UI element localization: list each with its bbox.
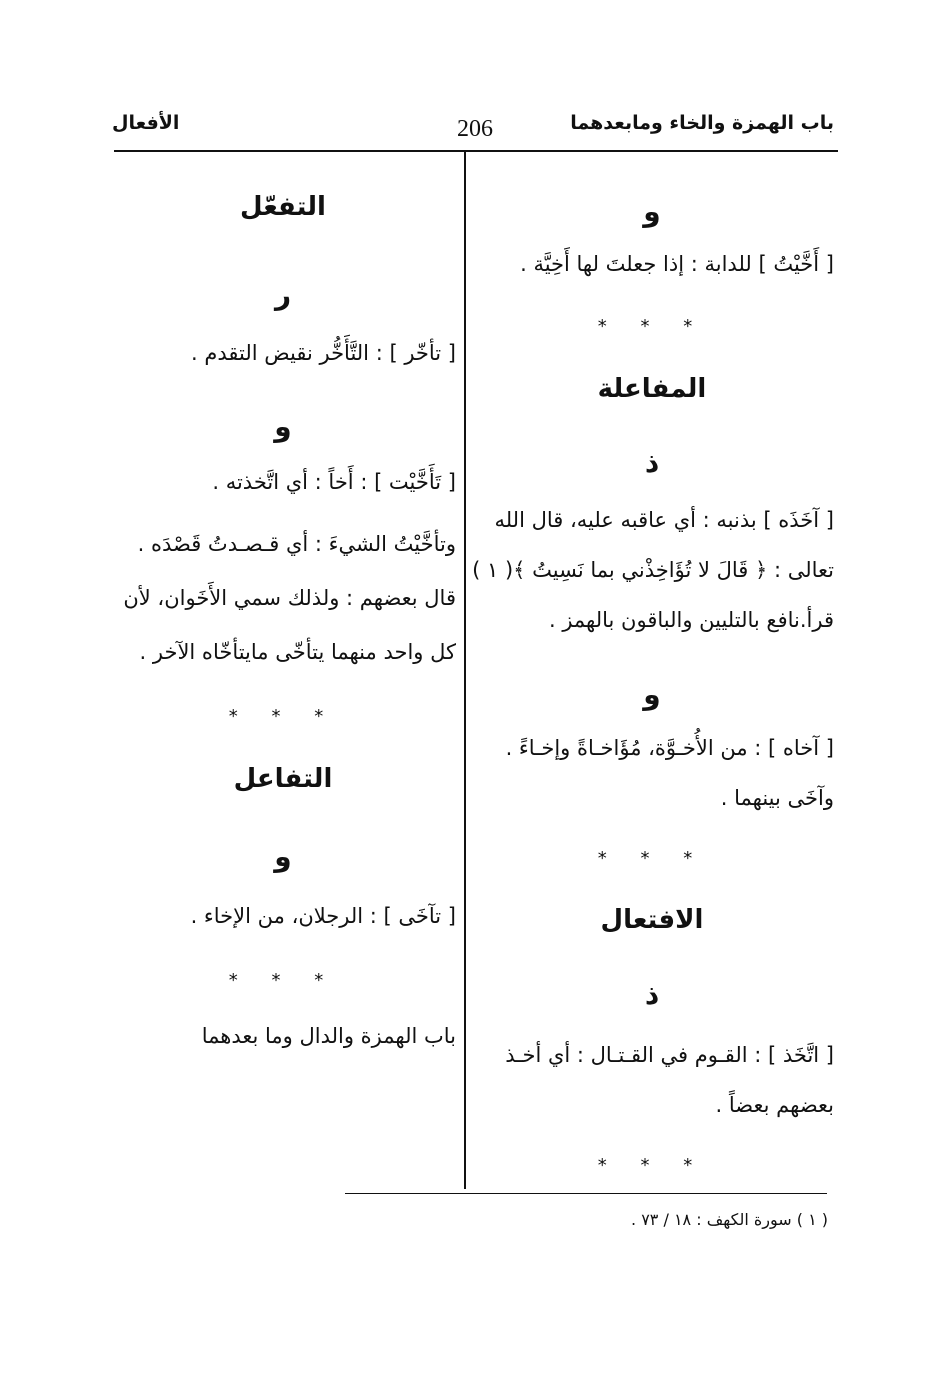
text-line: قرأ.نافع بالتليين والباقون بالهمز . [548,608,834,632]
text-line: [ تأخّر ] : التَّأَخُّر نقيض التقدم . [191,341,456,365]
text-line: وآخَى بينهما . [720,786,834,810]
section-heading: المفاعلة [597,374,707,404]
text-line: [ تآخَى ] : الرجلان، من الإخاء . [190,904,456,928]
separator-stars: * * * [228,706,338,727]
text-line: وتأخَّيْتُ الشيءَ : أي قـصـدتُ قَصْدَه . [137,532,456,556]
next-chapter-title: باب الهمزة والدال وما بعدهما [201,1024,456,1048]
running-header-left: الأفعال [112,112,180,134]
footnote-rule [345,1193,827,1194]
text-line: [ تَأَخَّيْت ] : أَخاً : أي اتَّخذته . [212,470,456,494]
footnote: ( ١ ) سورة الكهف : ١٨ / ٧٣ . [631,1210,828,1229]
text-line: قال بعضهم : ولذلك سمي الأَخَوان، لأن [123,586,456,610]
section-letter: و [643,678,661,711]
text-line: بعضهم بعضاً . [715,1093,834,1117]
section-letter: و [643,195,661,228]
text-line: [ آخاه ] : من الأُخـوَّة، مُؤَاخـاةً وإخـاءً . [505,736,834,760]
section-letter: و [274,410,292,443]
separator-stars: * * * [228,970,338,991]
text-line: [ اتَّخَذ ] : القـوم في القـتـال : أي أخـذ [505,1043,834,1067]
section-heading: التفاعل [233,764,333,794]
section-letter: ذ [644,446,660,479]
separator-stars: * * * [597,316,707,337]
text-line: كل واحد منهما يتأخّى مايتأخّاه الآخر . [139,640,456,664]
separator-stars: * * * [597,1155,707,1176]
section-heading: الافتعال [600,905,704,935]
section-letter: ر [274,278,292,311]
section-heading: التفعّل [240,192,326,222]
header-rule [114,150,838,152]
column-divider [464,152,466,1189]
running-header-right: باب الهمزة والخاء ومابعدهما [570,112,834,134]
text-line: [ آخَذَه ] بذنبه : أي عاقبه عليه، قال الله [494,508,834,532]
section-letter: و [274,840,292,873]
separator-stars: * * * [597,848,707,869]
text-line: [ أَخَّيْتُ ] للدابة : إذا جعلتَ لها أَخِيَّة . [520,252,834,276]
text-line: تعالى : ﴿ قَالَ لا تُؤَاخِذْني بما نَسِيتُ ﴾( ١ ) [472,558,834,582]
section-letter: ذ [644,978,660,1011]
page-number: 206 [457,116,493,142]
